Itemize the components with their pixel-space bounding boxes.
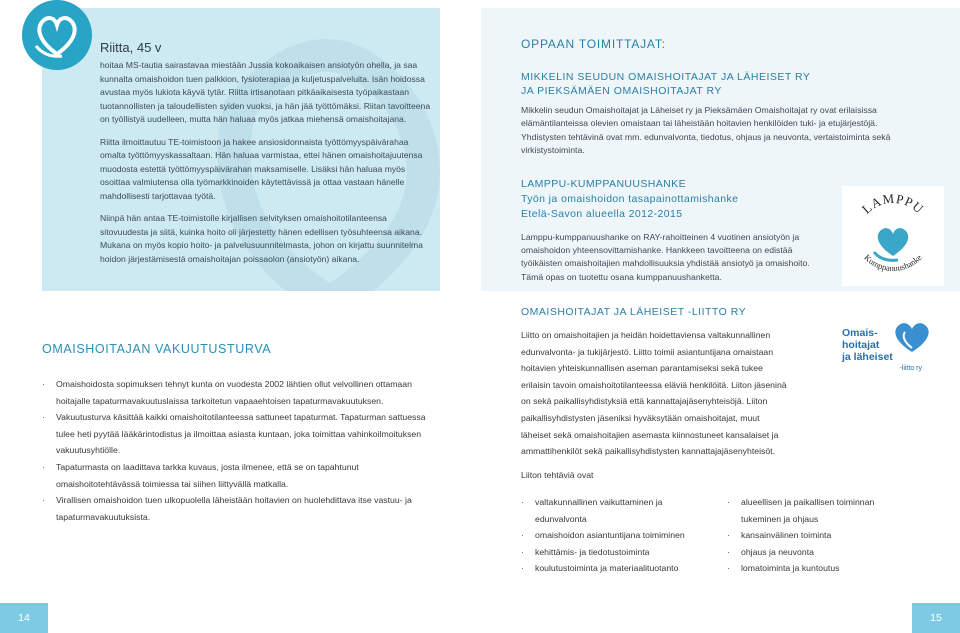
lamppu-logo-bottom-text: Kumppanuushanke — [862, 252, 924, 274]
list-item: · ohjaus ja neuvonta — [727, 544, 897, 561]
page-number-right: 15 — [912, 603, 960, 633]
tasks-list-1 — [521, 494, 711, 577]
liitto-logo-line-4: -liitto ry — [899, 365, 922, 372]
liitto-description: Liitto on omaishoitajien ja heidän hoidettaviensa valtakunnallinen edunvalvonta- ja tukijärjestö. Liitto toimii asiantuntijana omaistaan hoitavien yhteiskunnallisen aseman parantamiseksi sekä tukee erilaisin tavoin omaishoitotilanteessa eläviä henkilöitä. Liiton jäseninä on sekä paikallisyhdistyksiä että kannattajajäsenyhteisöjä. Liiton paikallisyhdistysten jäseniksi hyväksytään omaishoitajat, muut läheiset sekä omaishoitajien asemasta kiinnostuneet kansalaiset ja ammattihenkilöt sekä paikallisyhdistysten kannattajajäsenyhteisöt. — [521, 330, 787, 457]
case-story-title: Riitta, 45 v — [100, 40, 162, 55]
list-item: · kansainvälinen toiminta — [727, 527, 897, 544]
lamppu-logo-icon — [842, 186, 944, 286]
insurance-heading: OMAISHOITAJAN VAKUUTUSTURVA — [42, 342, 272, 356]
list-item: · Omaishoidosta sopimuksen tehnyt kunta on vuodesta 2002 lähtien ollut velvollinen ottamaan hoitajalle tapaturmavakuutuslaissa tarkoitetun vapaaehtoisen tapaturmavakuutuksen. — [42, 376, 442, 409]
liitto-heading: OMAISHOITAJAT JA LÄHEISET -LIITTO RY — [521, 306, 747, 318]
list-item: · omaishoidon asiantuntijana toimiminen — [521, 527, 711, 544]
lamppu-logo — [842, 186, 944, 286]
list-item: · Vakuutusturva käsittää kaikki omaishoitotilanteessa sattuneet tapaturmat. Tapaturman sattuessa tulee heti pyytää lääkärintodistus ja ilmoittaa asiasta kuntaan, joka toimittaa vahinkoilmoituksen vakuutusyhtiölle. — [42, 409, 442, 459]
org-heading: MIKKELIN SEUDUN OMAISHOITAJAT JA LÄHEISET RY JA PIEKSÄMÄEN OMAISHOITAJAT RY — [521, 71, 811, 97]
case-story-box — [42, 8, 440, 291]
liitto-heart-icon — [890, 318, 934, 356]
list-item: · kehittämis- ja tiedotustoiminta — [521, 544, 711, 561]
list-item: · koulutustoiminta ja materiaalituotanto — [521, 560, 711, 577]
heart-hands-icon — [22, 0, 92, 70]
case-story-text — [100, 40, 435, 266]
list-item: · Virallisen omaishoidon tuen ulkopuolella läheistään hoitavien on huolehdittava itse vastuu- ja tapaturmavakuutuksista. — [42, 492, 442, 525]
liitto-logo — [828, 312, 944, 386]
list-item: · lomatoiminta ja kuntoutus — [727, 560, 897, 577]
lamppu-heading-line-3: Etelä-Savon alueella 2012-2015 — [521, 208, 683, 220]
page-number-left: 14 — [0, 603, 48, 633]
liitto-logo-line-2: hoitajat — [842, 339, 880, 351]
list-item: · Tapaturmasta on laadittava tarkka kuvaus, josta ilmenee, että se on tapahtunut omaishoitotehtävässä toimiessa tai siihen liittyvällä matkalla. — [42, 459, 442, 492]
heart-hands-logo — [22, 0, 92, 70]
liitto-logo-line-1: Omais- — [842, 327, 878, 339]
tasks-list-2 — [727, 494, 897, 577]
tasks-label: Liiton tehtäviä ovat — [521, 470, 594, 480]
org-description: Mikkelin seudun Omaishoitajat ja Läheiset ry ja Pieksämäen Omaishoitajat ry ovat erilaisissa elämäntilanteissa olevien omaistaan tai läheistään hoitavien henkilöiden tuki- ja etujärjestöjä. Yhdistysten tehtävinä ovat mm. edunvalvonta, tiedotus, ohjaus ja neuvonta, vertaistoiminta sekä virkistystoiminta. — [521, 105, 891, 155]
liitto-logo-line-3: ja läheiset — [842, 351, 893, 363]
list-item: · valtakunnallinen vaikuttaminen ja edunvalvonta — [521, 494, 711, 527]
lamppu-logo-top-text: LAMPPU — [858, 190, 927, 217]
lamppu-heading — [521, 177, 841, 222]
svg-text:LAMPPU — [859, 191, 927, 217]
case-paragraph-3: Niinpä hän antaa TE-toimistolle kirjallisen selvityksen omaishoitotilanteensa sitovuudesta ja siitä, kuinka hoito oli järjestetty hänen edellisen työsuhteensa aikana. Mukana on myös kopio hoito- ja palvelusuunnitelmasta, johon on kirjattu suunnitelma hoidon järjestämisestä omaishoitajan poissaolon (ansiotyön) aikana. — [100, 213, 423, 264]
lamppu-heading-line-1: LAMPPU-KUMPPANUUSHANKE — [521, 178, 686, 190]
suppliers-heading: OPPAAN TOIMITTAJAT: — [521, 37, 666, 51]
case-paragraph-1: hoitaa MS-tautia sairastavaa miestään Jussia kokoaikaisen ansiotyön ohella, ja saa kunnalta omaishoidon tuen palkkion, fysioterapiaa ja kuljetuspalveluita. Isän hoidossa avustaa myös lukiota käyvä tytär. Riitta irtisanotaan pitkäaikaisesta työpaikastaan tuotannollisten ja taloudellisten syiden vuoksi, ja hän jää työttömäksi. Riitan tavoitteena on työllistyä uudelleen, mutta hän haluaa myös jatkaa miehensä omaishoitajana. — [100, 60, 431, 124]
lamppu-heading-line-2: Työn ja omaishoidon tasapainottamishanke — [521, 193, 739, 205]
list-item: · alueellisen ja paikallisen toiminnan tukeminen ja ohjaus — [727, 494, 897, 527]
lamppu-description: Lamppu-kumppanuushanke on RAY-rahoitteinen 4 vuotinen ansiotyön ja omaishoidon yhteensovittamishanke. Hankkeen tavoitteena on edistää työikäisten omaishoitajien mahdollisuuksia yhdistää ansiotyö ja omaishoito. Tämä opas on tuotettu osana kumppanuushanketta. — [521, 232, 810, 282]
case-paragraph-2: Riitta ilmoittautuu TE-toimistoon ja hakee ansiosidonnaista työttömyyspäivärahaa omalta työttömyyskassaltaan. Hän haluaa varmistaa, ettei hänen omaishoitajuutensa muodosta estettä työttömyyspäivärahan maksamiselle. Lisäksi hän haluaa myös osoittaa valmiutensa olla työmarkkinoiden käytettävissä ja ottaa vastaan hänelle mahdollisesti tarjottavaa työtä. — [100, 136, 423, 201]
insurance-list — [42, 376, 442, 525]
